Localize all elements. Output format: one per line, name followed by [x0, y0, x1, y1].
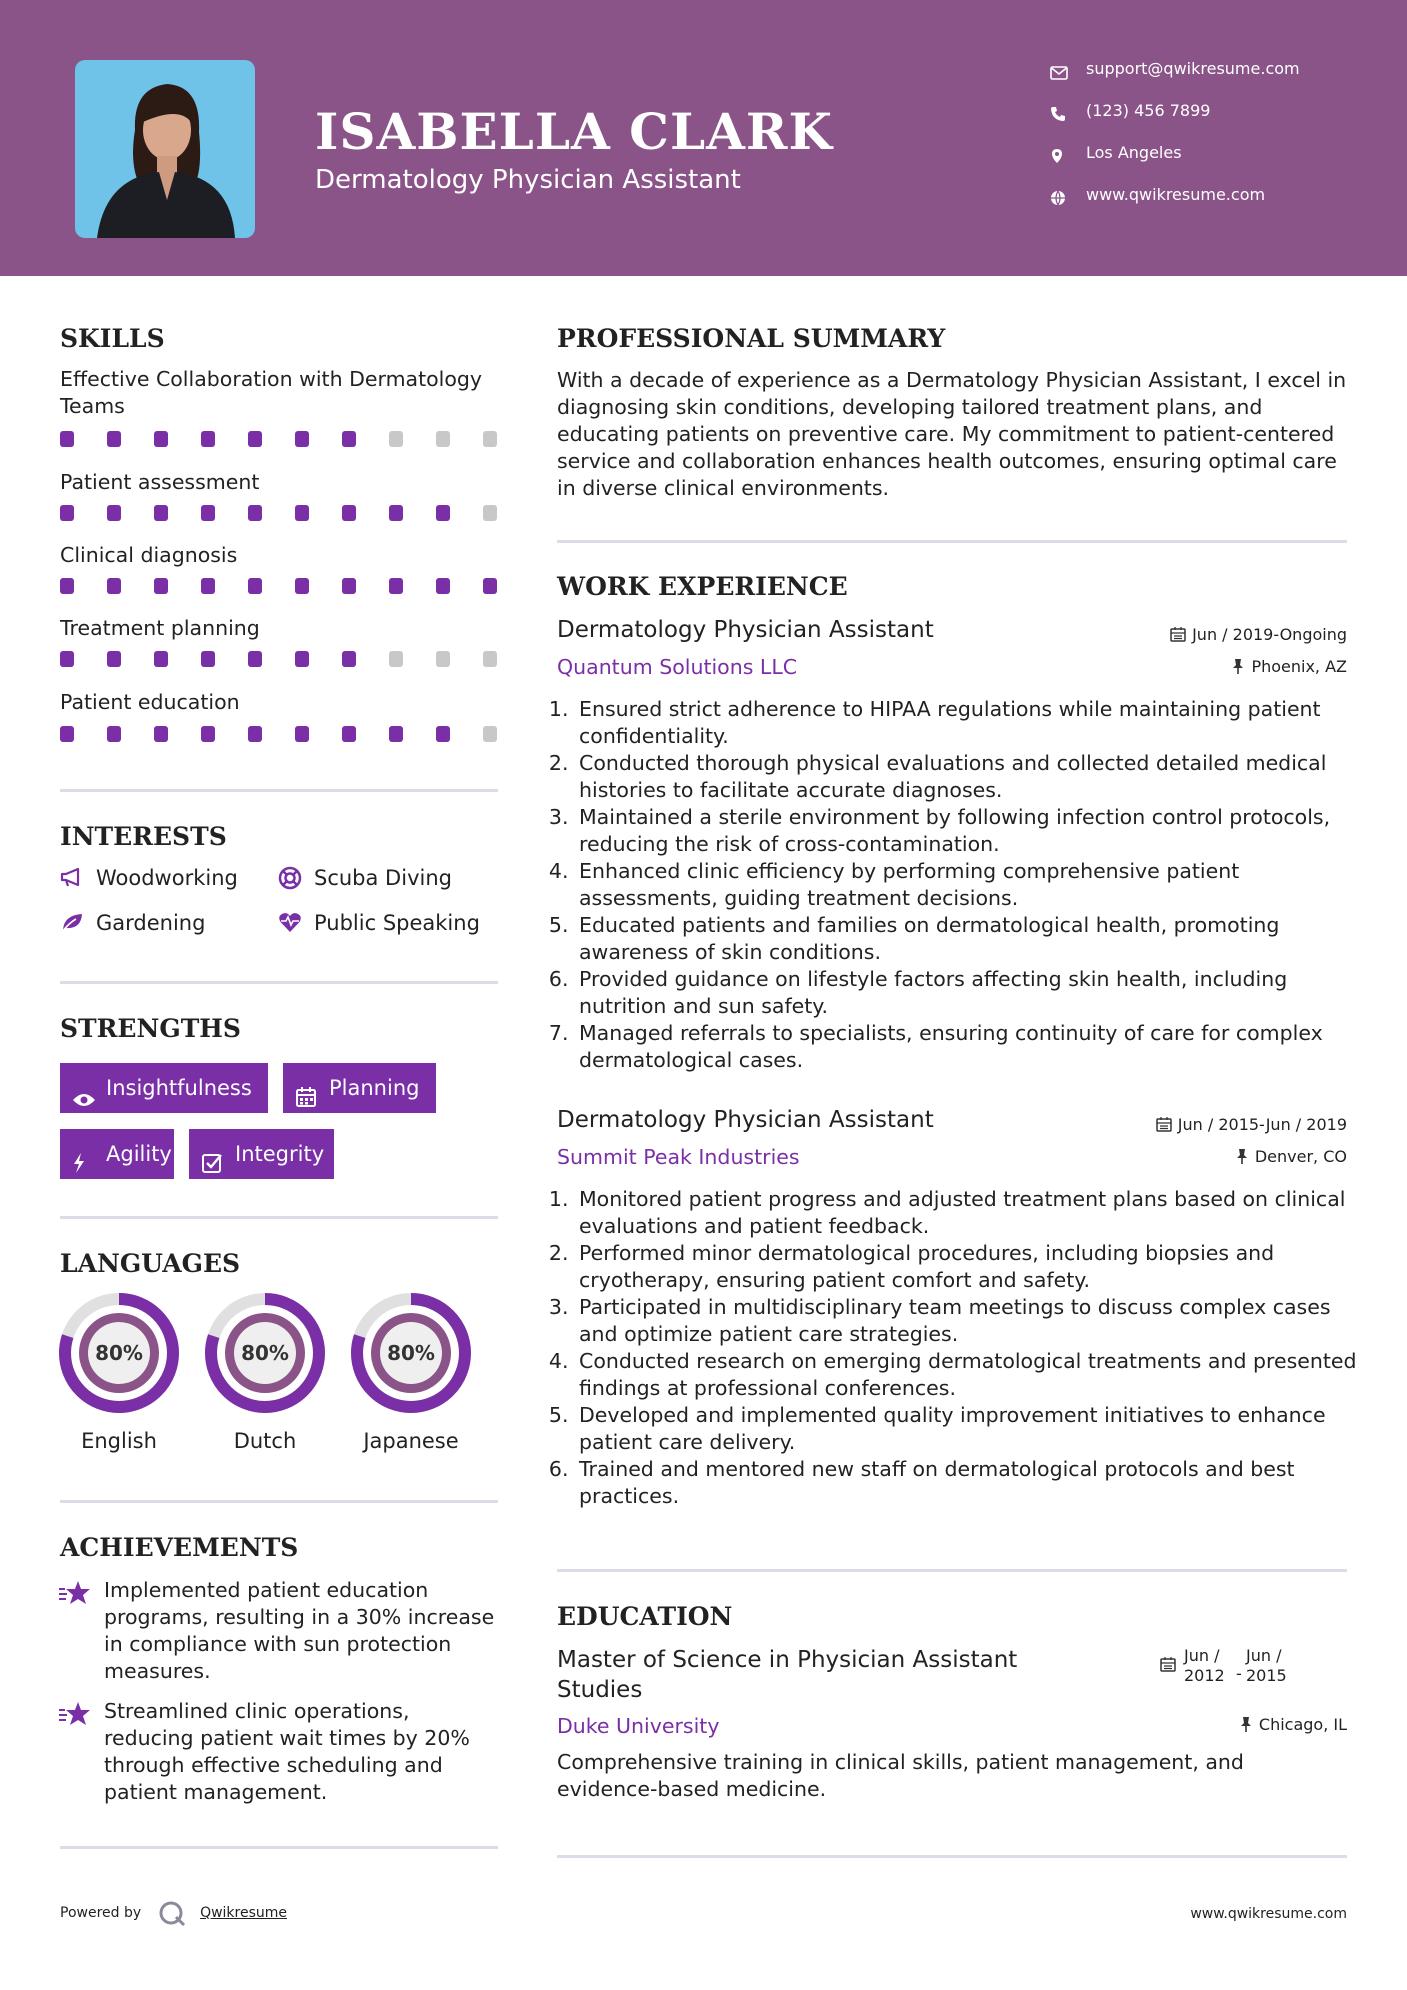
- education-end-line1: Jun /: [1246, 1646, 1282, 1665]
- education-end: [1246, 1646, 1287, 1686]
- education-start-line2: 2012: [1184, 1666, 1225, 1685]
- contact-location: [1050, 138, 1182, 168]
- contact-email[interactable]: [1050, 54, 1300, 84]
- language-progress-ring: [349, 1291, 473, 1415]
- bolt-icon: [72, 1142, 96, 1164]
- interest-label: Scuba Diving: [314, 866, 452, 890]
- rating-dot-filled: [201, 505, 215, 521]
- summary-heading: PROFESSIONAL SUMMARY: [557, 324, 946, 353]
- calendar-icon: [1168, 626, 1186, 642]
- rating-dot-empty: [483, 651, 497, 667]
- job-dates-text: Jun / 2015-Jun / 2019: [1177, 1115, 1347, 1134]
- job-location-text: Denver, CO: [1254, 1147, 1347, 1166]
- globe-icon: [1050, 186, 1072, 202]
- education-dates: [1160, 1646, 1287, 1686]
- rating-dot-filled: [154, 505, 168, 521]
- language-progress-ring: [203, 1291, 327, 1415]
- calendar-icon: [1154, 1116, 1172, 1132]
- experience-heading: WORK EXPERIENCE: [557, 572, 848, 601]
- company-name: Summit Peak Industries: [557, 1145, 800, 1169]
- rating-dot-filled: [342, 431, 356, 447]
- rating-dot-filled: [295, 651, 309, 667]
- bullhorn-icon: [60, 866, 86, 888]
- job-bullet: 6. Trained and mentored new staff on dermatological protocols and best practices.: [575, 1456, 1365, 1510]
- contact-phone-text: (123) 456 7899: [1086, 101, 1211, 120]
- language-name: English: [81, 1429, 157, 1453]
- language-percent: 80%: [387, 1341, 435, 1365]
- phone-icon: [1050, 102, 1072, 118]
- strength-tag: [60, 1063, 268, 1113]
- contact-website[interactable]: [1050, 180, 1265, 210]
- job-bullets: [557, 696, 1365, 1074]
- rating-dot-empty: [483, 505, 497, 521]
- qwikresume-link[interactable]: Qwikresume: [200, 1905, 288, 1921]
- rating-dot-filled: [201, 726, 215, 742]
- rating-dot-filled: [436, 505, 450, 521]
- heartbeat-icon: [278, 911, 304, 933]
- education-description: Comprehensive training in clinical skills, patient management, and evidence-based medicine.: [557, 1750, 1244, 1801]
- language-percent: 80%: [95, 1341, 143, 1365]
- interest-label: Woodworking: [96, 866, 238, 890]
- header-banner: [0, 0, 1407, 276]
- interest-item: [60, 909, 205, 937]
- rating-dot-filled: [295, 431, 309, 447]
- job-bullet: 4. Conducted research on emerging dermatological treatments and presented findings at professional conferences.: [575, 1348, 1365, 1402]
- skills-heading: SKILLS: [60, 324, 165, 353]
- language-name: Japanese: [363, 1429, 459, 1453]
- footer-url[interactable]: www.qwikresume.com: [1190, 1906, 1347, 1922]
- job-dates: [1168, 624, 1347, 646]
- interest-label: Public Speaking: [314, 911, 480, 935]
- rating-dot-filled: [295, 726, 309, 742]
- job-location: [1227, 656, 1347, 678]
- divider: [60, 1500, 498, 1503]
- pin-icon: [1227, 658, 1245, 674]
- rating-dot-empty: [483, 726, 497, 742]
- skill-name: Treatment planning: [60, 616, 260, 640]
- interest-label: Gardening: [96, 911, 206, 935]
- rating-dot-filled: [107, 505, 121, 521]
- education-date-separator: -: [1236, 1664, 1242, 1683]
- education-start: [1184, 1646, 1236, 1686]
- company-name: Quantum Solutions LLC: [557, 655, 798, 679]
- life-ring-icon: [278, 866, 304, 888]
- job-bullets: [557, 1186, 1365, 1510]
- interest-item: [60, 864, 238, 892]
- divider: [60, 1216, 498, 1219]
- contact-email-text: support@qwikresume.com: [1086, 59, 1300, 78]
- rating-dot-filled: [342, 578, 356, 594]
- rating-dot-filled: [342, 505, 356, 521]
- rating-dot-filled: [248, 726, 262, 742]
- degree-title: Master of Science in Physician Assistant Studies: [557, 1647, 1018, 1703]
- education-location: [1235, 1714, 1347, 1736]
- contact-location-text: Los Angeles: [1086, 143, 1182, 162]
- rating-dot-filled: [389, 726, 403, 742]
- job-bullet: 2. Performed minor dermatological procedures, including biopsies and cryotherapy, ensuring patient comfort and safety.: [575, 1240, 1365, 1294]
- powered-by-text: Powered by: [60, 1905, 142, 1921]
- strength-label: Agility: [106, 1142, 172, 1166]
- job-dates: [1154, 1114, 1347, 1136]
- job-title: Dermatology Physician Assistant: [557, 617, 934, 643]
- rating-dot-filled: [342, 726, 356, 742]
- job-bullet: 7. Managed referrals to specialists, ensuring continuity of care for complex dermatological cases.: [575, 1020, 1365, 1074]
- rating-dot-filled: [201, 651, 215, 667]
- rating-dot-empty: [483, 431, 497, 447]
- divider: [60, 981, 498, 984]
- strength-tag: [283, 1063, 436, 1113]
- rating-dot-filled: [201, 578, 215, 594]
- rating-dot-filled: [154, 726, 168, 742]
- rating-dot-filled: [107, 726, 121, 742]
- rating-dot-filled: [295, 505, 309, 521]
- job-bullet: 5. Developed and implemented quality improvement initiatives to enhance patient care delivery.: [575, 1402, 1365, 1456]
- language-percent: 80%: [241, 1341, 289, 1365]
- contact-phone[interactable]: [1050, 96, 1210, 126]
- education-heading: EDUCATION: [557, 1602, 733, 1631]
- rating-dot-filled: [60, 651, 74, 667]
- interests-heading: INTERESTS: [60, 822, 227, 851]
- footer-powered-by: [60, 1900, 287, 1926]
- job-location: [1231, 1146, 1347, 1168]
- divider: [60, 1846, 498, 1849]
- strengths-heading: STRENGTHS: [60, 1014, 241, 1043]
- achievement-item: Implemented patient education programs, resulting in a 30% increase in compliance with sun protection measures.: [104, 1578, 495, 1683]
- rating-dot-empty: [389, 651, 403, 667]
- languages-heading: LANGUAGES: [60, 1249, 241, 1278]
- achievement-item: Streamlined clinic operations, reducing patient wait times by 20% through effective scheduling and patient management.: [104, 1699, 470, 1804]
- rating-dot-filled: [248, 651, 262, 667]
- rating-dot-empty: [436, 651, 450, 667]
- eye-icon: [72, 1076, 96, 1098]
- candidate-name: ISABELLA CLARK: [315, 102, 833, 161]
- job-bullet: 1. Monitored patient progress and adjusted treatment plans based on clinical evaluations and patient feedback.: [575, 1186, 1365, 1240]
- rating-dot-filled: [248, 431, 262, 447]
- skill-name: Effective Collaboration with Dermatology Teams: [60, 367, 483, 418]
- interest-item: [278, 909, 480, 937]
- rating-dot-filled: [60, 505, 74, 521]
- job-bullet: 1. Ensured strict adherence to HIPAA regulations while maintaining patient confidentiality.: [575, 696, 1365, 750]
- job-bullet: 6. Provided guidance on lifestyle factors affecting skin health, including nutrition and sun safety.: [575, 966, 1365, 1020]
- education-location-text: Chicago, IL: [1258, 1715, 1347, 1734]
- rating-dot-filled: [201, 431, 215, 447]
- job-bullet: 5. Educated patients and families on dermatological health, promoting awareness of skin conditions.: [575, 912, 1365, 966]
- rating-dot-filled: [342, 651, 356, 667]
- envelope-icon: [1050, 60, 1072, 76]
- divider: [557, 1569, 1347, 1572]
- job-bullet: 2. Conducted thorough physical evaluations and collected detailed medical histories to facilitate accurate diagnoses.: [575, 750, 1365, 804]
- profile-photo: [75, 60, 255, 238]
- rating-dot-filled: [60, 578, 74, 594]
- job-bullet: 3. Maintained a sterile environment by following infection control protocols, reducing the risk of cross-contamination.: [575, 804, 1365, 858]
- skill-name: Patient assessment: [60, 470, 260, 494]
- divider: [557, 1855, 1347, 1858]
- skill-name: Patient education: [60, 690, 240, 714]
- rating-dot-filled: [154, 578, 168, 594]
- rating-dot-filled: [436, 578, 450, 594]
- pin-icon: [1231, 1148, 1249, 1164]
- job-bullet: 3. Participated in multidisciplinary team meetings to discuss complex cases and optimize patient care strategies.: [575, 1294, 1365, 1348]
- rating-dot-filled: [107, 431, 121, 447]
- skill-name: Clinical diagnosis: [60, 543, 238, 567]
- strength-label: Planning: [329, 1076, 420, 1100]
- calendar-icon: [1160, 1656, 1178, 1672]
- job-bullet: 4. Enhanced clinic efficiency by performing comprehensive patient assessments, guiding treatment decisions.: [575, 858, 1365, 912]
- job-location-text: Phoenix, AZ: [1251, 657, 1347, 676]
- rating-dot-empty: [389, 431, 403, 447]
- check-square-icon: [201, 1142, 225, 1164]
- summary-text: With a decade of experience as a Dermatology Physician Assistant, I excel in diagnosing skin conditions, developing tailored treatment plans, and educating patients on preventive care. My commitment to patient-centered service and collaboration enhances health outcomes, ensuring optimal care in diverse clinical environments.: [557, 368, 1347, 500]
- strength-label: Insightfulness: [106, 1076, 252, 1100]
- school-name: Duke University: [557, 1714, 720, 1738]
- rating-dot-filled: [248, 578, 262, 594]
- pin-icon: [1235, 1716, 1253, 1732]
- divider: [557, 540, 1347, 543]
- language-progress-ring: [57, 1291, 181, 1415]
- divider: [60, 789, 498, 792]
- rating-dot-filled: [389, 578, 403, 594]
- rating-dot-filled: [60, 431, 74, 447]
- candidate-title: Dermatology Physician Assistant: [315, 165, 741, 195]
- star-icon: [58, 1700, 92, 1728]
- star-icon: [58, 1579, 92, 1607]
- job-title: Dermatology Physician Assistant: [557, 1107, 934, 1133]
- strength-tag: [189, 1129, 334, 1179]
- rating-dot-filled: [436, 726, 450, 742]
- rating-dot-filled: [483, 578, 497, 594]
- rating-dot-filled: [248, 505, 262, 521]
- rating-dot-filled: [60, 726, 74, 742]
- achievements-heading: ACHIEVEMENTS: [60, 1533, 299, 1562]
- qwikresume-logo-icon: [158, 1900, 188, 1926]
- language-name: Dutch: [233, 1429, 297, 1453]
- contact-website-text: www.qwikresume.com: [1086, 185, 1266, 204]
- rating-dot-filled: [154, 431, 168, 447]
- leaf-icon: [60, 911, 86, 933]
- calendar-icon: [295, 1076, 319, 1098]
- interest-item: [278, 864, 452, 892]
- rating-dot-filled: [107, 578, 121, 594]
- education-start-line1: Jun /: [1184, 1646, 1220, 1665]
- rating-dot-filled: [389, 505, 403, 521]
- job-dates-text: Jun / 2019-Ongoing: [1192, 625, 1347, 644]
- rating-dot-empty: [436, 431, 450, 447]
- strength-tag: [60, 1129, 174, 1179]
- rating-dot-filled: [295, 578, 309, 594]
- rating-dot-filled: [107, 651, 121, 667]
- map-pin-icon: [1050, 144, 1072, 160]
- strength-label: Integrity: [235, 1142, 325, 1166]
- education-end-line2: 2015: [1246, 1666, 1287, 1685]
- rating-dot-filled: [154, 651, 168, 667]
